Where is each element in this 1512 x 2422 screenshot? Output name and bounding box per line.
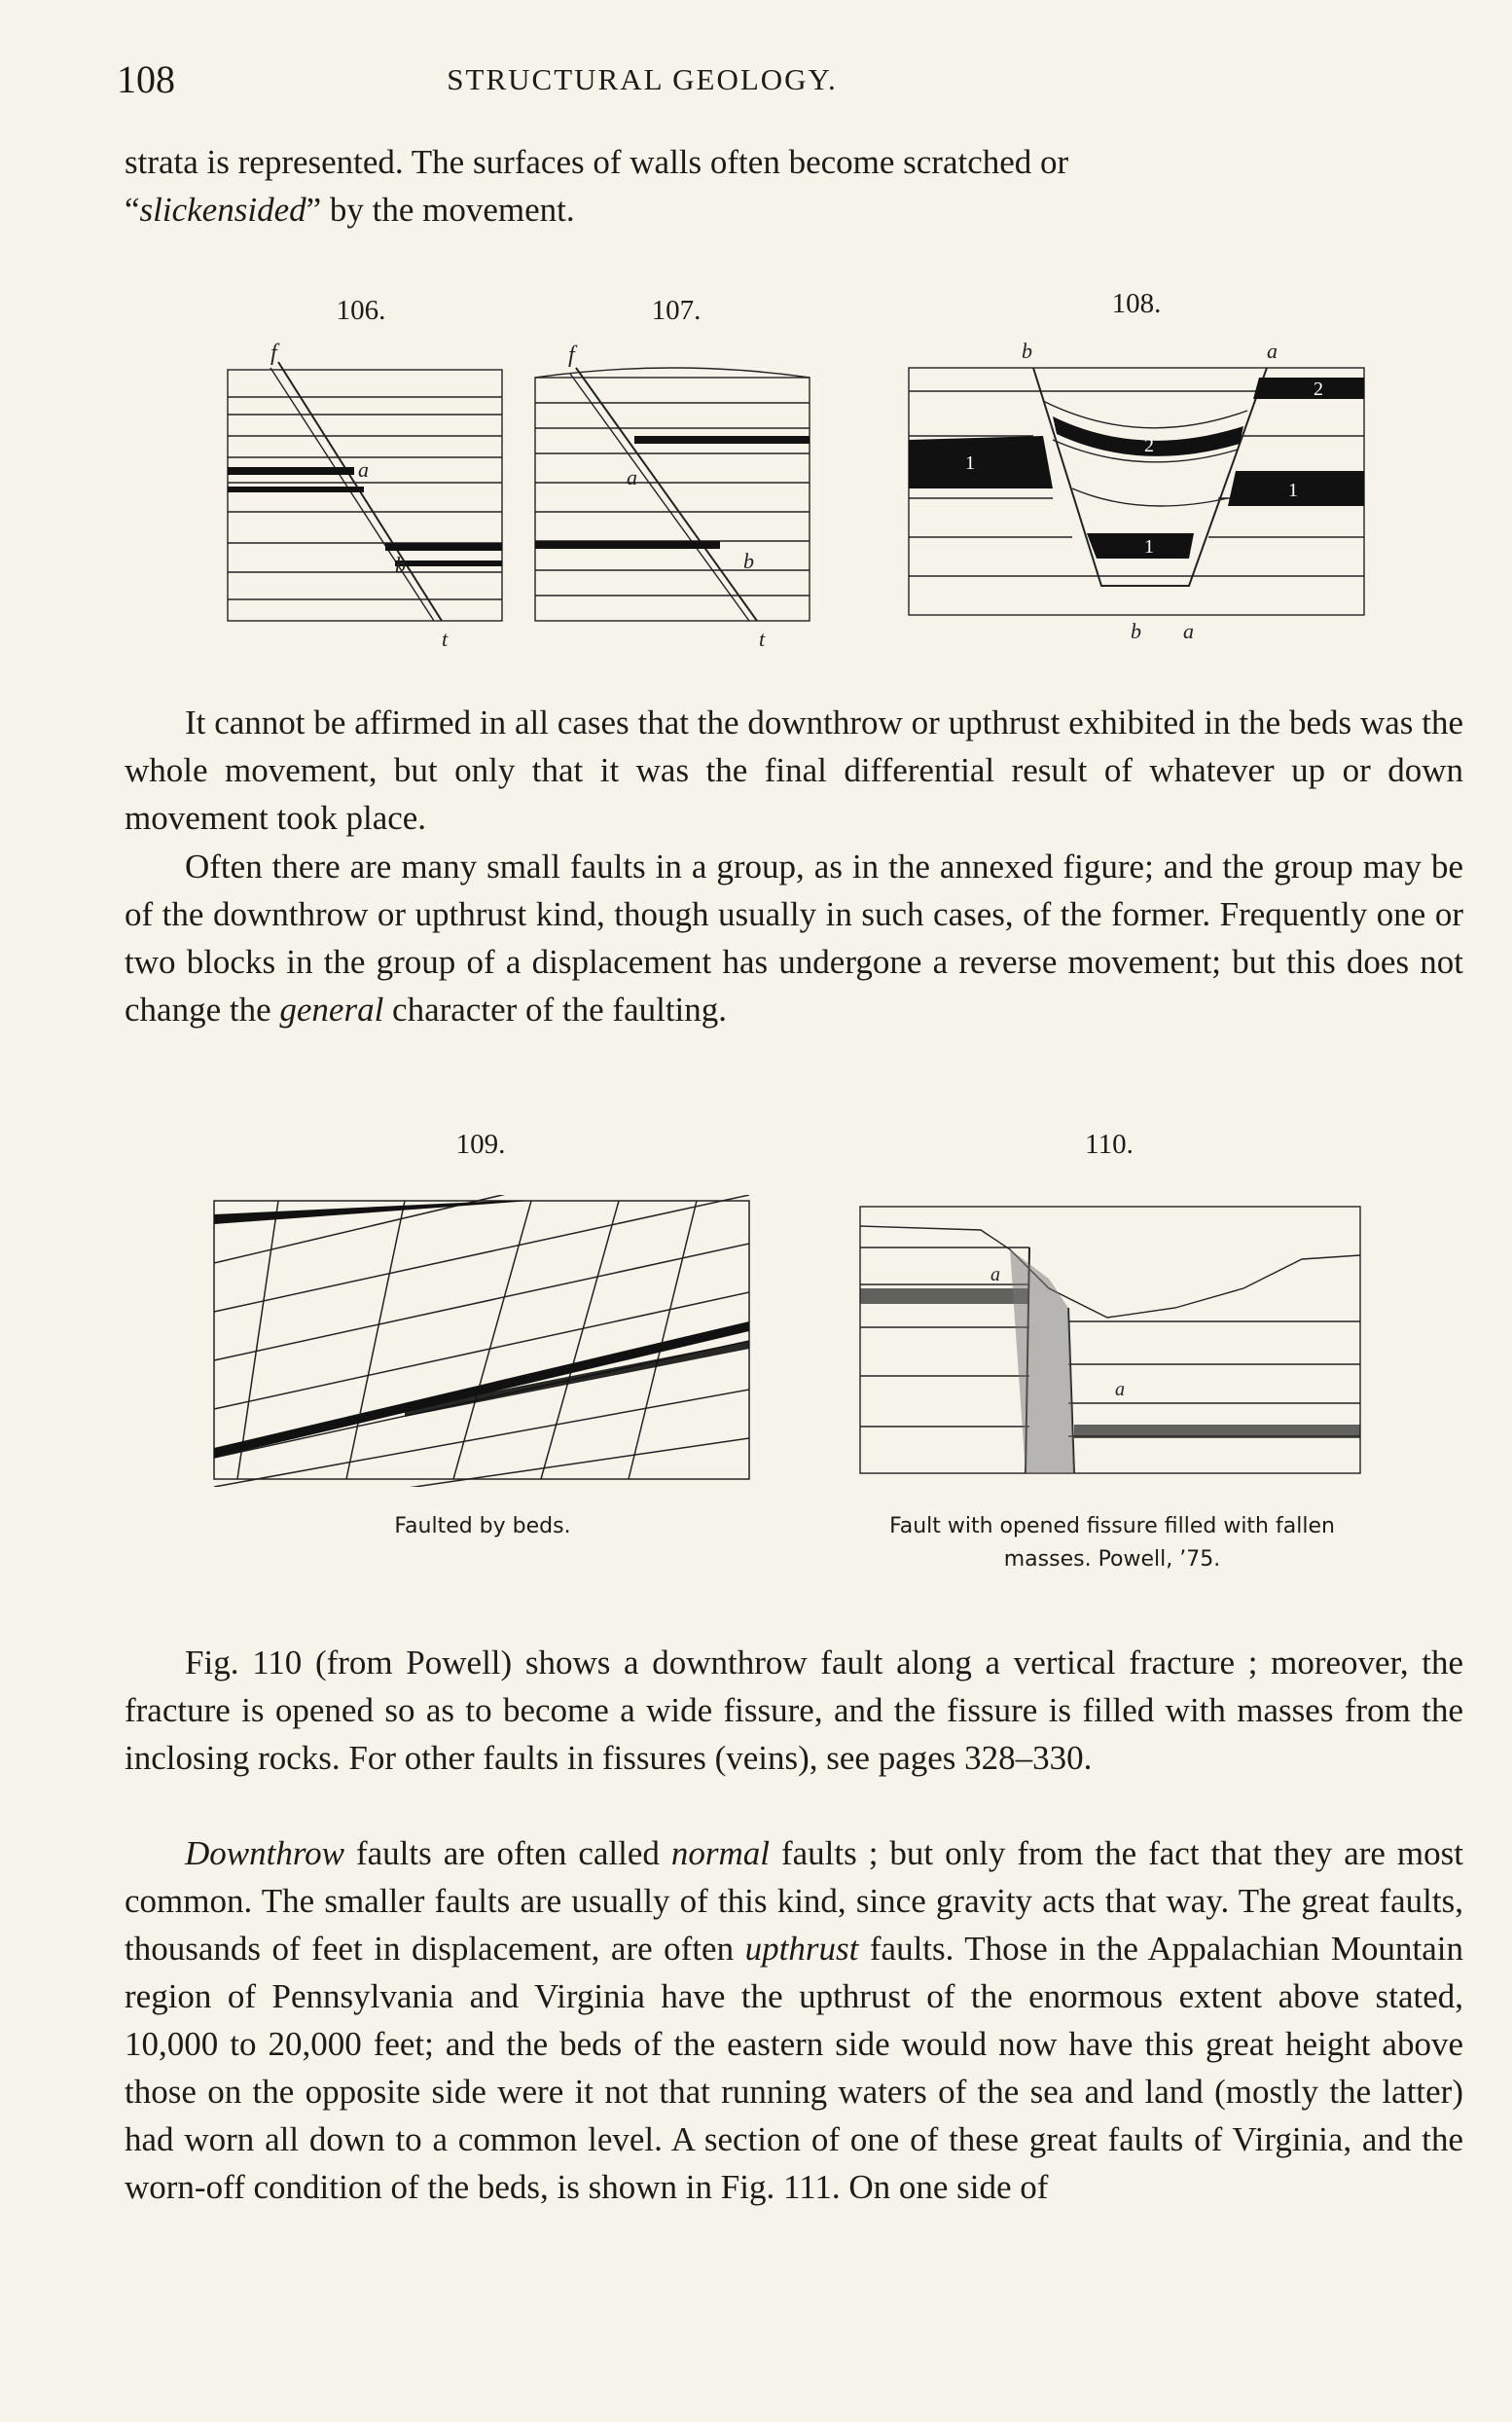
fig-107-label-f: f (568, 343, 575, 368)
fig-107-label-b: b (743, 549, 754, 573)
fig-110-label-a-upper: a (990, 1264, 1000, 1285)
fig-109-diagram (210, 1195, 755, 1487)
page-number: 108 (117, 57, 175, 101)
fig-107-diagram (527, 339, 819, 650)
fig-110-label-a-lower: a (1115, 1379, 1125, 1400)
general-term: general (279, 991, 384, 1029)
fig-106-label-f: f (270, 341, 277, 366)
fig-109-caption: Faulted by beds. (394, 1514, 571, 1538)
fig-108-label-b-bottom: b (1131, 619, 1141, 643)
running-head: STRUCTURAL GEOLOGY. (447, 62, 838, 96)
slickensided-term: slickensided (139, 191, 306, 229)
fig-106-diagram (220, 339, 512, 650)
intro-line: strata is represented. The surfaces of walls often become scratched or “slickensided” by the movement. (125, 143, 1069, 229)
fig-107-number: 107. (651, 295, 702, 326)
fig-108-label-1-left: 1 (965, 452, 975, 474)
fig-108-diagram (897, 343, 1374, 650)
fig-110-caption (825, 1510, 1399, 1576)
normal-term: normal (670, 1834, 770, 1872)
paragraph-3: Fig. 110 (from Powell) shows a downthrow fault along a vertical fracture ; moreover, the fracture is opened so as to become a wide fissure, and the fissure is filled with masses from the inclosing rocks. For other faults in fissures (veins), see pages 328–330. (125, 1644, 1463, 1777)
fig-108-number: 108. (1111, 288, 1162, 319)
paragraph-1: It cannot be affirmed in all cases that the downthrow or upthrust exhibited in the beds was the whole movement, but only that it was the final differential result of whatever up or down movement took place. (125, 704, 1463, 837)
downthrow-term: Downthrow (185, 1834, 345, 1872)
paragraph-3-block (125, 1639, 1463, 1782)
paragraph-1-block (125, 699, 1463, 842)
fig-108-label-2-mid: 2 (1144, 435, 1154, 456)
fig-110-caption-line-2: masses. Powell, ’75. (1003, 1547, 1221, 1572)
fig-106-number: 106. (336, 295, 386, 326)
fig-107-label-a: a (627, 465, 637, 489)
paragraph-4: Downthrow faults are often called normal faults ; but only from the fact that they are most common. The smaller faults are usually of this kind, since gravity acts that way. The great faults, thousands of feet in displacement, are often upthrust faults. Those in the Appalachian Mountain region of Pennsylvania and Virginia have the upthrust of the enormous extent above stated, 10,000 to 20,000 feet; and the beds of the eastern side would now have this great height above those on the opposite side were it not that running waters of the sea and land (mostly the latter) had worn all down to a common level. A section of one of these great faults of Virginia, and the worn-off condition of the beds, is shown in Fig. 111. On one side of (125, 1834, 1463, 2206)
fig-110-diagram (854, 1201, 1366, 1479)
paragraph-4-block (125, 1829, 1463, 2211)
fig-108-label-2-right: 2 (1314, 379, 1323, 400)
fig-108-label-b-top: b (1022, 343, 1032, 363)
fig-106-label-a: a (358, 457, 369, 482)
upthrust-term: upthrust (744, 1930, 859, 1968)
fig-108-label-a-bottom: a (1183, 619, 1194, 643)
page-header (117, 56, 1459, 105)
fig-109-number: 109. (455, 1129, 506, 1160)
fig-108-label-1-right: 1 (1288, 480, 1298, 501)
fig-108-label-1-mid: 1 (1144, 536, 1154, 558)
fig-108-label-a-top: a (1267, 343, 1278, 363)
intro-text (125, 138, 1463, 234)
fig-110-number: 110. (1085, 1129, 1134, 1160)
paragraph-2: Often there are many small faults in a group, as in the annexed figure; and the group may be of the downthrow or upthrust kind, though usually in such cases, of the former. Frequently one or two blocks in the group of a displacement has undergone a reverse movement; but this does not change the general character of the faulting. (125, 848, 1463, 1029)
fig-110-caption-line-1: Fault with opened fissure filled with fallen (889, 1514, 1335, 1538)
paragraph-2-block (125, 843, 1463, 1033)
fig-107-label-t: t (759, 627, 766, 650)
fig-106-label-t: t (442, 627, 449, 650)
fig-106-label-b: b (395, 553, 406, 577)
